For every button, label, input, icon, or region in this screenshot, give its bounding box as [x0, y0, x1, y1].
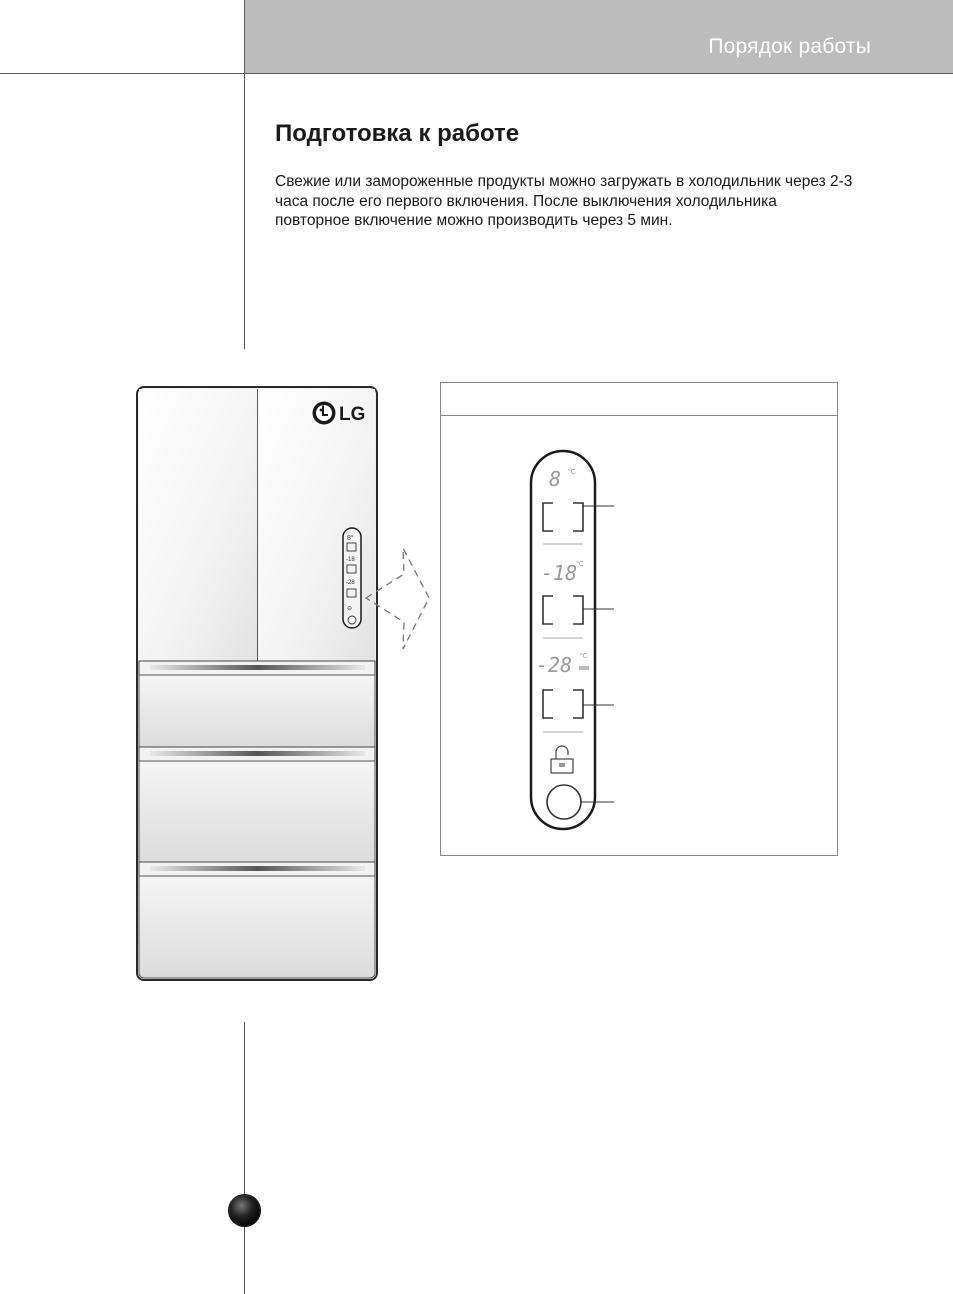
ice-temp-unit: °C [580, 653, 588, 660]
svg-text:-28: -28 [346, 580, 355, 586]
svg-text:⊖: ⊖ [347, 606, 353, 612]
section-title: Подготовка к работе [275, 120, 520, 147]
fridge-temp-unit: °C [568, 469, 576, 476]
svg-text:-18: -18 [346, 557, 355, 563]
freezer-temp-value: -18 [541, 561, 578, 585]
freezer-temp-unit: °C [576, 561, 584, 568]
ice-indicator-icon [579, 666, 589, 670]
fridge-temp-value: 8 [549, 467, 562, 491]
fridge-body [137, 387, 377, 980]
panel-detail-frame [441, 383, 838, 856]
page-number-marker [229, 1195, 260, 1226]
drawer-lower [139, 876, 375, 978]
drawer-handle [150, 665, 365, 670]
drawer-handle [150, 751, 365, 756]
header-title: Порядок работы [708, 35, 871, 58]
fridge-left-door [139, 389, 257, 661]
svg-text:8°: 8° [347, 535, 354, 542]
drawer-middle [139, 761, 375, 862]
mini-control-panel [343, 528, 361, 628]
intro-paragraph: Свежие или замороженные продукты можно загружать в холодильник через 2-3 часа после его первого включения. После выключения холодильника повторное включение можно производить через 5 мин. [275, 173, 853, 229]
drawer-handle [150, 866, 365, 871]
ice-temp-value: -28 [536, 653, 573, 677]
drawer-upper [139, 675, 375, 747]
brand-label: LG [339, 404, 366, 425]
lg-logo [313, 402, 366, 426]
